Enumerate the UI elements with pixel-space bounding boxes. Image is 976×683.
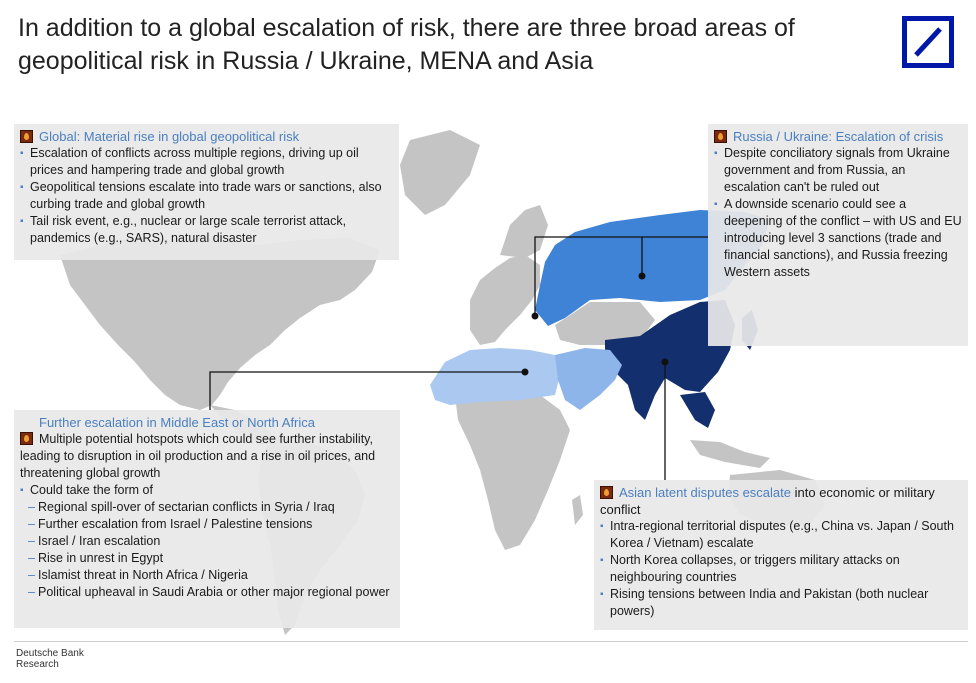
- marker-mena: [522, 369, 529, 376]
- mena-heading: [20, 414, 394, 431]
- marker-russia: [639, 273, 646, 280]
- list-item: – Further escalation from Israel / Palestine tensions: [20, 516, 394, 533]
- list-item: ▪ Geopolitical tensions escalate into trade wars or sanctions, also curbing trade and global growth: [20, 179, 393, 213]
- flame-icon: [20, 432, 33, 445]
- list-item: ▪ Intra-regional territorial disputes (e.g., China vs. Japan / South Korea / Vietnam) escalate: [600, 518, 962, 552]
- asia-heading: [600, 484, 962, 518]
- list-item: ▪ A downside scenario could see a deepening of the conflict – with US and EU introducing level 3 sanctions (trade and financial sanctions), and Russia freezing Western assets: [714, 196, 962, 281]
- map-mena-north-africa: [430, 348, 560, 405]
- global-risk-list: [20, 145, 393, 247]
- flame-icon: [714, 130, 727, 143]
- asia-list: [600, 518, 962, 620]
- map-southeast-asia: [680, 392, 715, 428]
- mena-intro: Multiple potential hotspots which could see further instability, leading to disruption in oil production and a rise in oil prices, and threatening global growth: [20, 432, 376, 480]
- asia-title-tail: into economic or military conflict: [600, 485, 935, 517]
- list-item: ▪ Escalation of conflicts across multiple regions, driving up oil prices and hampering trade and global growth: [20, 145, 393, 179]
- map-north-america: [60, 238, 380, 410]
- list-item: – Political upheaval in Saudi Arabia or other major regional power: [20, 584, 394, 601]
- map-madagascar: [572, 495, 583, 525]
- russia-ukraine-list: [714, 145, 962, 281]
- map-greenland: [400, 130, 480, 215]
- global-risk-title: Global: Material rise in global geopolitical risk: [39, 129, 300, 144]
- list-item: ▪ North Korea collapses, or triggers military attacks on neighbouring countries: [600, 552, 962, 586]
- list-item: ▪ Could take the form of: [20, 482, 394, 499]
- russia-ukraine-heading: [714, 128, 962, 145]
- asia-box: [594, 480, 968, 630]
- map-scandinavia: [500, 205, 548, 258]
- flame-icon: [20, 130, 33, 143]
- list-item: [20, 431, 394, 482]
- marker-asia: [662, 359, 669, 366]
- marker-ukraine: [532, 313, 539, 320]
- mena-box: [14, 410, 400, 628]
- list-item: – Islamist threat in North Africa / Nigeria: [20, 567, 394, 584]
- map-africa: [455, 395, 570, 550]
- asia-title: Asian latent disputes escalate: [619, 485, 791, 500]
- map-indonesia: [690, 440, 770, 468]
- footer: [16, 648, 84, 670]
- mena-title: Further escalation in Middle East or North Africa: [39, 415, 316, 430]
- global-risk-box: [14, 124, 399, 260]
- list-item: – Rise in unrest in Egypt: [20, 550, 394, 567]
- footer-divider: [14, 641, 968, 642]
- russia-ukraine-box: [708, 124, 968, 346]
- mena-list: [20, 431, 394, 601]
- list-item: ▪ Despite conciliatory signals from Ukraine government and from Russia, an escalation can't be ruled out: [714, 145, 962, 196]
- list-item: ▪ Rising tensions between India and Pakistan (both nuclear powers): [600, 586, 962, 620]
- footer-division: Research: [16, 659, 59, 670]
- flame-icon: [600, 486, 613, 499]
- russia-ukraine-title: Russia / Ukraine: Escalation of crisis: [733, 129, 944, 144]
- list-item: – Israel / Iran escalation: [20, 533, 394, 550]
- map-europe: [470, 255, 540, 345]
- footer-company: Deutsche Bank: [16, 648, 84, 659]
- global-risk-heading: [20, 128, 393, 145]
- list-item: ▪ Tail risk event, e.g., nuclear or large scale terrorist attack, pandemics (e.g., SARS), natural disaster: [20, 213, 393, 247]
- list-item: – Regional spill-over of sectarian conflicts in Syria / Iraq: [20, 499, 394, 516]
- map-mena-middle-east: [555, 348, 622, 410]
- page-title: In addition to a global escalation of risk, there are three broad areas of geopolitical risk in Russia / Ukraine, MENA and Asia: [18, 14, 795, 75]
